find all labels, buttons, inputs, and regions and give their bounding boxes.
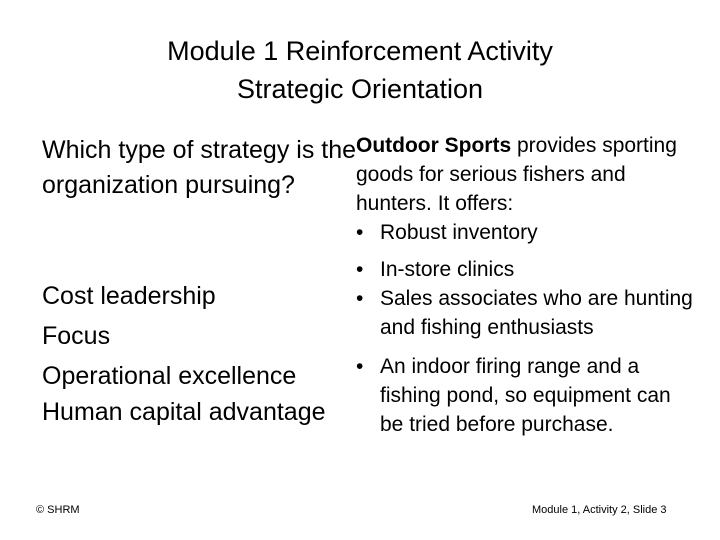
slide-title-line2: Strategic Orientation (236, 74, 484, 104)
bullet-icon: • (356, 355, 364, 378)
bullet-icon: • (356, 221, 364, 244)
copyright: © SHRM (36, 504, 80, 516)
bullet-text: In-store clinics (380, 258, 515, 281)
option-operational-excellence: Operational excellence (42, 362, 297, 390)
bullet-item (356, 352, 696, 439)
option-focus: Focus (42, 322, 111, 350)
bullet-text: Robust inventory (380, 221, 538, 244)
bullet-icon: • (356, 287, 364, 310)
scenario-intro (356, 131, 696, 218)
slide-title-line1: Module 1 Reinforcement Activity (167, 36, 553, 66)
scenario-intro-text: provides sporting goods for serious fishers and hunters. It offers: (356, 134, 677, 215)
bullet-icon: • (356, 258, 364, 281)
option-human-capital-advantage: Human capital advantage (42, 398, 326, 426)
bullet-text: Sales associates who are hunting and fishing enthusiasts (380, 287, 693, 339)
company-name: Outdoor Sports (356, 134, 512, 157)
option-cost-leadership: Cost leadership (42, 282, 216, 310)
slide-reference: Module 1, Activity 2, Slide 3 (532, 504, 667, 516)
answer-options (42, 276, 362, 429)
scenario-bullets (356, 218, 696, 439)
bullet-item (356, 255, 696, 284)
bullet-item (356, 218, 696, 247)
slide-title (0, 32, 720, 108)
bullet-text: An indoor firing range and a fishing pond, so equipment can be tried before purchase. (380, 355, 671, 436)
bullet-item (356, 284, 696, 342)
question-text: Which type of strategy is the organization pursuing? (42, 136, 357, 199)
scenario-panel (356, 131, 696, 439)
